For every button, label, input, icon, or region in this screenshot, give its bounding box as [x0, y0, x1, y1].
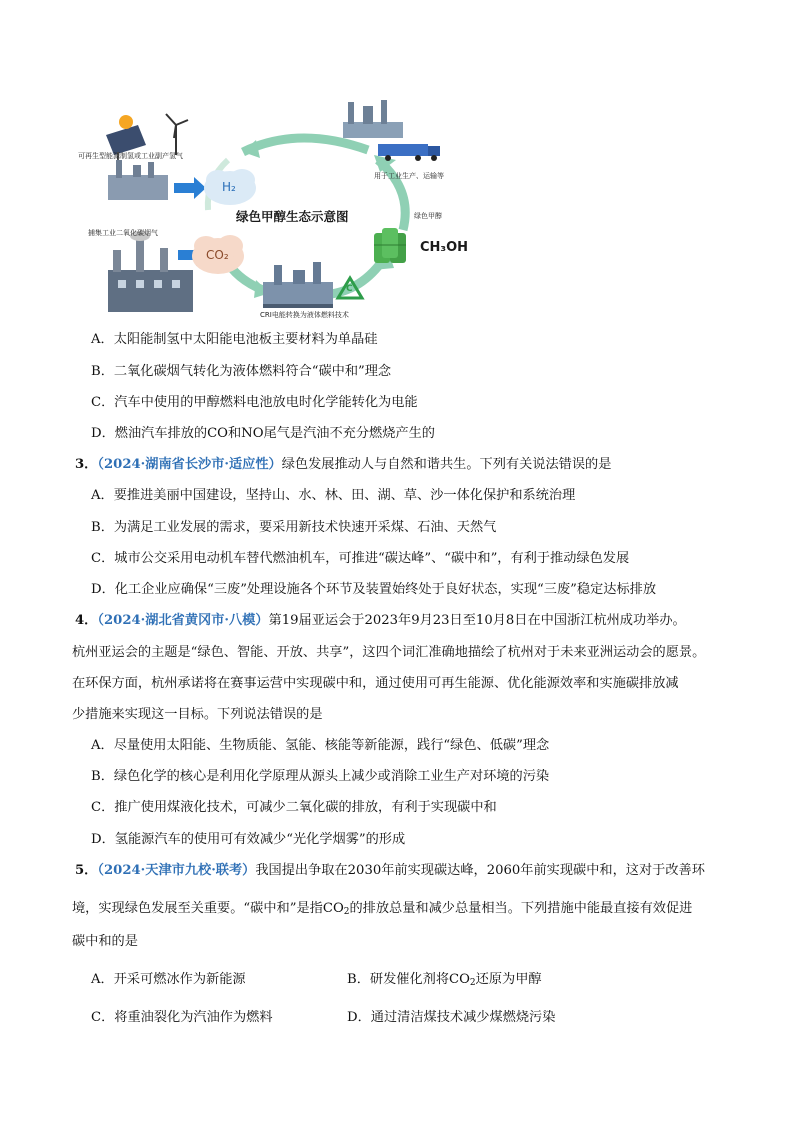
option-letter: C． [91, 800, 115, 815]
option-text: 为满足工业发展的需求，要采用新技术快速开采煤、石油、天然气 [113, 520, 497, 535]
q4-stem-line-1 [75, 611, 686, 631]
cri-plant-icon [263, 262, 333, 308]
option-letter: B． [347, 972, 370, 987]
question-stem: 我国提出争取在2030年前实现碳达峰，2060年前实现碳中和，这对于改善环 [255, 863, 705, 878]
q2-option-a [91, 330, 377, 350]
truck-icon [378, 144, 440, 161]
co2-factory-icon [108, 231, 193, 312]
option-letter: C． [91, 395, 115, 410]
label-industry-transport: 用于工业生产、运输等 [374, 172, 444, 180]
option-text: 二氧化碳烟气转化为液体燃料符合“碳中和”理念 [113, 364, 392, 379]
option-text: 城市公交采用电动机车替代燃油机车，可推进“碳达峰”、“碳中和”，有利于推动绿色发展 [114, 551, 630, 566]
green-methanol-diagram [78, 100, 488, 322]
option-text: 燃油汽车排放的CO和NO尾气是汽油不充分燃烧产生的 [114, 426, 435, 441]
q5-stem-line-3: 碳中和的是 [72, 934, 138, 949]
q5-option-c [91, 1008, 273, 1028]
option-letter: C． [91, 1010, 115, 1025]
option-text: 尽量使用太阳能、生物质能、氢能、核能等新能源，践行“绿色、低碳”理念 [113, 738, 550, 753]
label-renewable-hydrogen: 可再生型能源制氢或工业副产氢气 [78, 152, 183, 160]
question-number: 3． [75, 457, 98, 472]
option-text: 汽车中使用的甲醇燃料电池放电时化学能转化为电能 [114, 395, 418, 410]
question-stem: 绿色发展推动人与自然和谐共生。下列有关说法错误的是 [281, 457, 612, 472]
q5-option-a [91, 970, 246, 990]
windmill-icon [166, 114, 188, 155]
option-letter: B． [91, 520, 114, 535]
q2-option-b [91, 362, 391, 382]
option-letter: C． [91, 551, 115, 566]
option-letter: D． [91, 832, 115, 847]
option-letter: A． [91, 488, 114, 503]
option-text: 绿色化学的核心是利用化学原理从源头上减少或消除工业生产对环境的污染 [113, 769, 550, 784]
option-text: 将重油裂化为汽油作为燃料 [114, 1010, 273, 1025]
option-letter: A． [91, 972, 114, 987]
q3-option-b [91, 518, 496, 538]
subscript: 2 [343, 907, 350, 917]
q3-stem [75, 455, 611, 475]
refinery-icon [343, 100, 403, 138]
subscript: 2 [469, 978, 476, 988]
option-text: 研发催化剂将CO [369, 972, 470, 987]
option-text: 开采可燃冰作为新能源 [113, 972, 246, 987]
option-text: 要推进美丽中国建设，坚持山、水、林、田、湖、草、沙一体化保护和系统治理 [113, 488, 576, 503]
q5-stem-line-1 [75, 861, 705, 881]
q3-option-c [91, 549, 629, 569]
option-text: 太阳能制氢中太阳能电池板主要材料为单晶硅 [113, 332, 378, 347]
option-letter: D． [347, 1010, 371, 1025]
option-letter: A． [91, 738, 114, 753]
co2-label: CO₂ [206, 248, 229, 262]
q4-option-b [91, 767, 549, 787]
q4-option-d [91, 830, 405, 850]
question-source: （2024·湖北省黄冈市·八模） [97, 613, 269, 628]
diagram-title: 绿色甲醇生态示意图 [236, 209, 349, 224]
option-letter: B． [91, 364, 114, 379]
stem-text: 境，实现绿色发展至关重要。“碳中和”是指CO [72, 901, 344, 916]
option-letter: B． [91, 769, 114, 784]
option-letter: A． [91, 332, 114, 347]
question-number: 4． [75, 613, 98, 628]
q4-stem-line-3: 在环保方面，杭州承诺将在赛事运营中实现碳中和，通过使用可再生能源、优化能源效率和实施碳排放减 [72, 676, 679, 691]
question-number: 5． [75, 863, 98, 878]
question-source: （2024·天津市九校·联考） [97, 863, 256, 878]
arrow-to-h2-icon [174, 177, 206, 199]
q3-option-a [91, 486, 575, 506]
recycle-c-letter: C [346, 284, 353, 294]
q5-option-d [347, 1008, 555, 1028]
label-green-methanol: 绿色甲醇 [414, 212, 442, 220]
stem-text: 的排放总量和减少总量相当。下列措施中能最直接有效促进 [349, 901, 693, 916]
hydrogen-plant-icon [108, 160, 168, 200]
q2-option-c [91, 393, 418, 413]
green-methanol-barrels-icon [374, 228, 406, 263]
question-source: （2024·湖南省长沙市·适应性） [97, 457, 282, 472]
q4-stem-line-2: 杭州亚运会的主题是“绿色、智能、开放、共享”，这四个词汇准确地描绘了杭州对于未来亚洲运动会的愿景。 [72, 645, 706, 660]
q4-option-a [91, 736, 549, 756]
q5-stem-line-2 [72, 899, 692, 919]
q5-option-b [347, 970, 542, 990]
h2-label: H₂ [222, 180, 236, 194]
q3-option-d [91, 580, 656, 600]
option-text: 通过清洁煤技术减少煤燃烧污染 [370, 1010, 556, 1025]
option-letter: D． [91, 582, 115, 597]
option-letter: D． [91, 426, 115, 441]
label-cri-technology: CRI电能转换为液体燃料技术 [260, 311, 349, 319]
option-text: 推广使用煤液化技术，可减少二氧化碳的排放，有利于实现碳中和 [114, 800, 497, 815]
label-capture-co2: 捕集工业二氧化碳烟气 [88, 229, 158, 237]
q4-option-c [91, 798, 497, 818]
cycle-arrow-top [243, 138, 368, 152]
q2-option-d [91, 424, 435, 444]
option-text: 氢能源汽车的使用可有效减少“光化学烟雾”的形成 [114, 832, 406, 847]
option-text: 还原为甲醇 [475, 972, 542, 987]
question-stem: 第19届亚运会于2023年9月23日至10月8日在中国浙江杭州成功举办。 [268, 613, 686, 628]
ch3oh-label: CH₃OH [420, 240, 469, 255]
q4-stem-line-4: 少措施来实现这一目标。下列说法错误的是 [72, 707, 323, 722]
option-text: 化工企业应确保“三废”处理设施各个环节及装置始终处于良好状态，实现“三废”稳定达标排放 [114, 582, 657, 597]
